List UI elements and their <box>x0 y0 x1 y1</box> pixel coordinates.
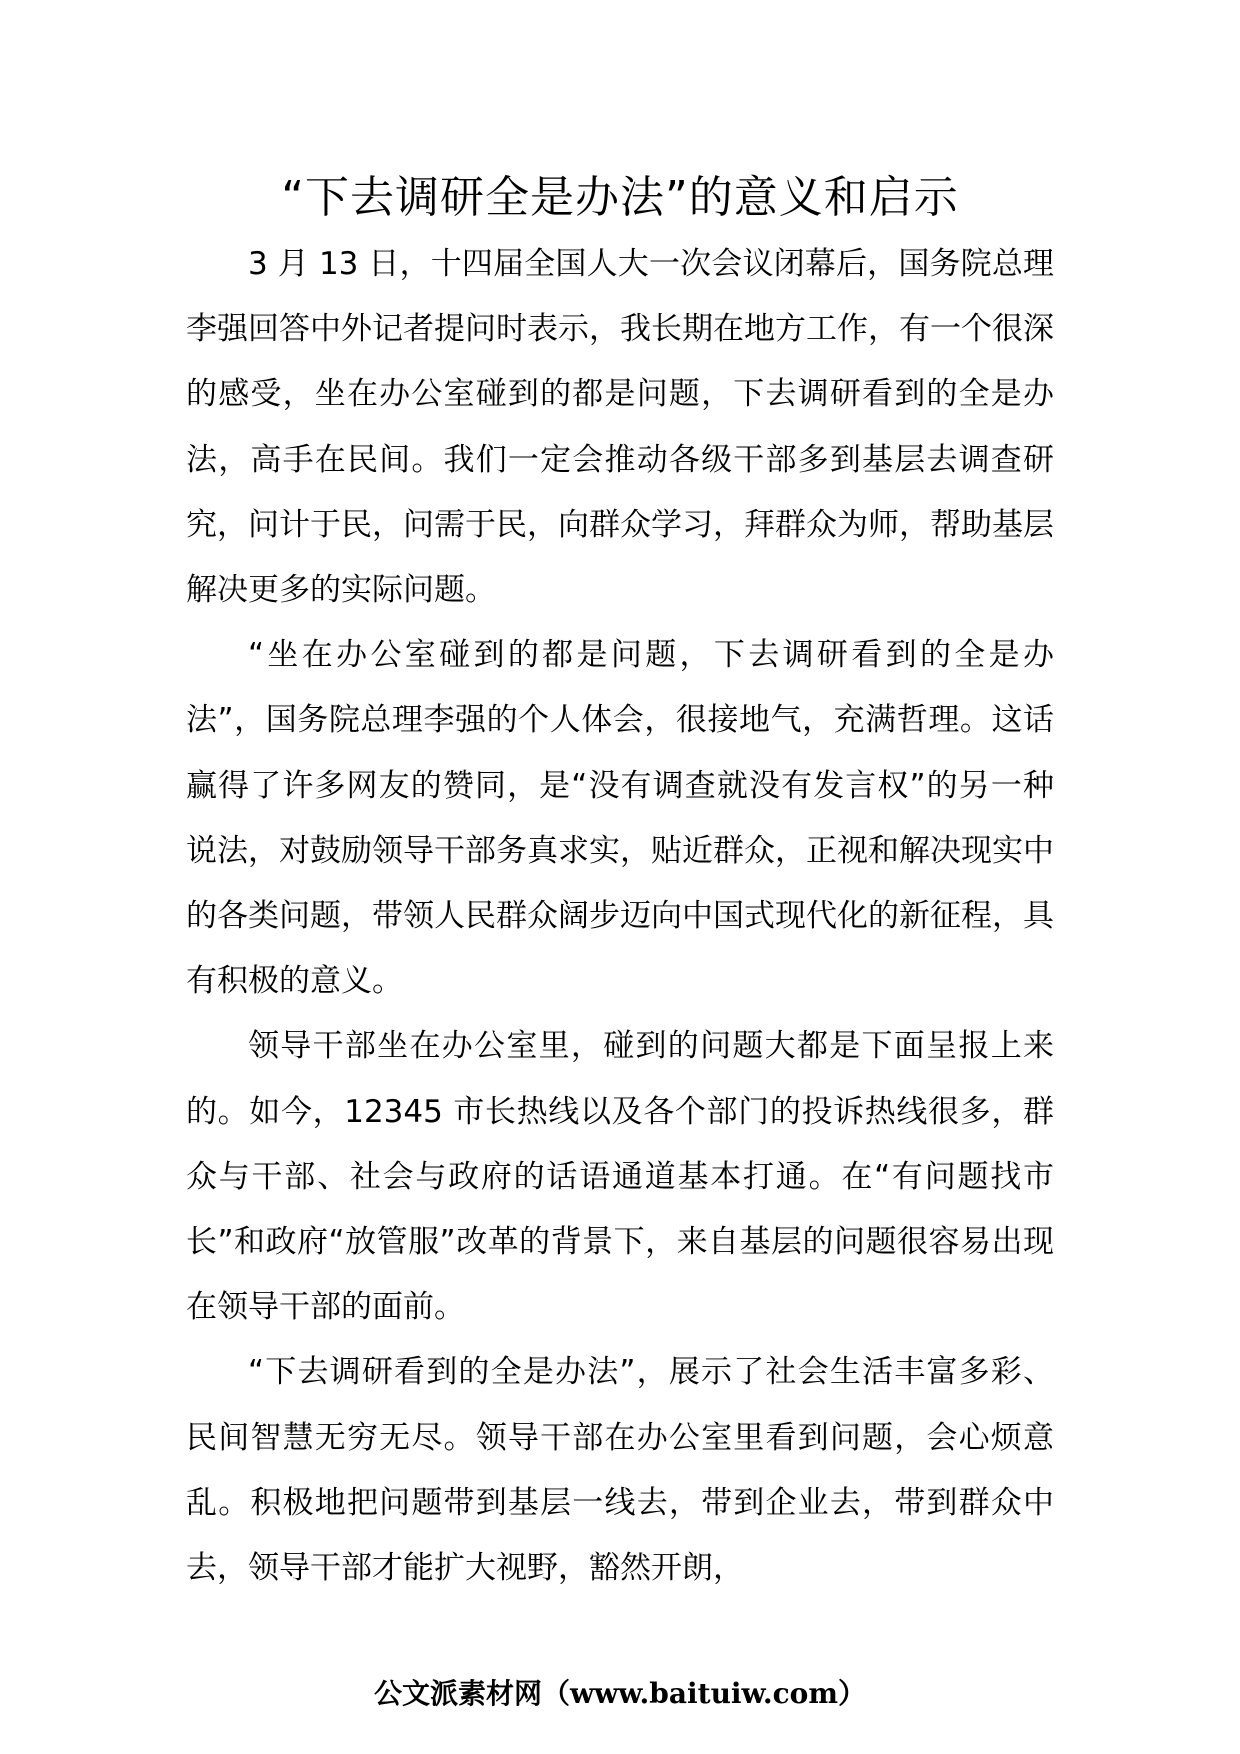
footer-watermark-text: 公文派素材网（www.baituiw.com） <box>374 1677 866 1710</box>
document-body <box>186 232 1054 1601</box>
paragraph-1: 3 月 13 日，十四届全国人大一次会议闭幕后，国务院总理李强回答中外记者提问时表示，我长期在地方工作，有一个很深的感受，坐在办公室碰到的都是问题，下去调研看到的全是办法，高手在民间。我们一定会推动各级干部多到基层去调查研究，问计于民，问需于民，向群众学习，拜群众为师，帮助基层解决更多的实际问题。 <box>186 246 1054 609</box>
paragraph-2: “坐在办公室碰到的都是问题，下去调研看到的全是办法”，国务院总理李强的个人体会，很接地气，充满哲理。这话赢得了许多网友的赞同，是“没有调查就没有发言权”的另一种说法，对鼓励领导干部务真求实，贴近群众，正视和解决现实中的各类问题，带领人民群众阔步迈向中国式现代化的新征程，具有积极的意义。 <box>186 637 1054 1000</box>
paragraph-3: 领导干部坐在办公室里，碰到的问题大都是下面呈报上来的。如今，12345 市长热线以及各个部门的投诉热线很多，群众与干部、社会与政府的话语通道基本打通。在“有问题找市长”和政府“放管服”改革的背景下，来自基层的问题很容易出现在领导干部的面前。 <box>186 1028 1054 1326</box>
paragraph-4: “下去调研看到的全是办法”，展示了社会生活丰富多彩、民间智慧无穷无尽。领导干部在办公室里看到问题，会心烦意乱。积极地把问题带到基层一线去，带到企业去，带到群众中去，领导干部才能扩大视野，豁然开朗， <box>186 1354 1054 1587</box>
document-title: “下去调研全是办法”的意义和启示 <box>281 172 959 223</box>
